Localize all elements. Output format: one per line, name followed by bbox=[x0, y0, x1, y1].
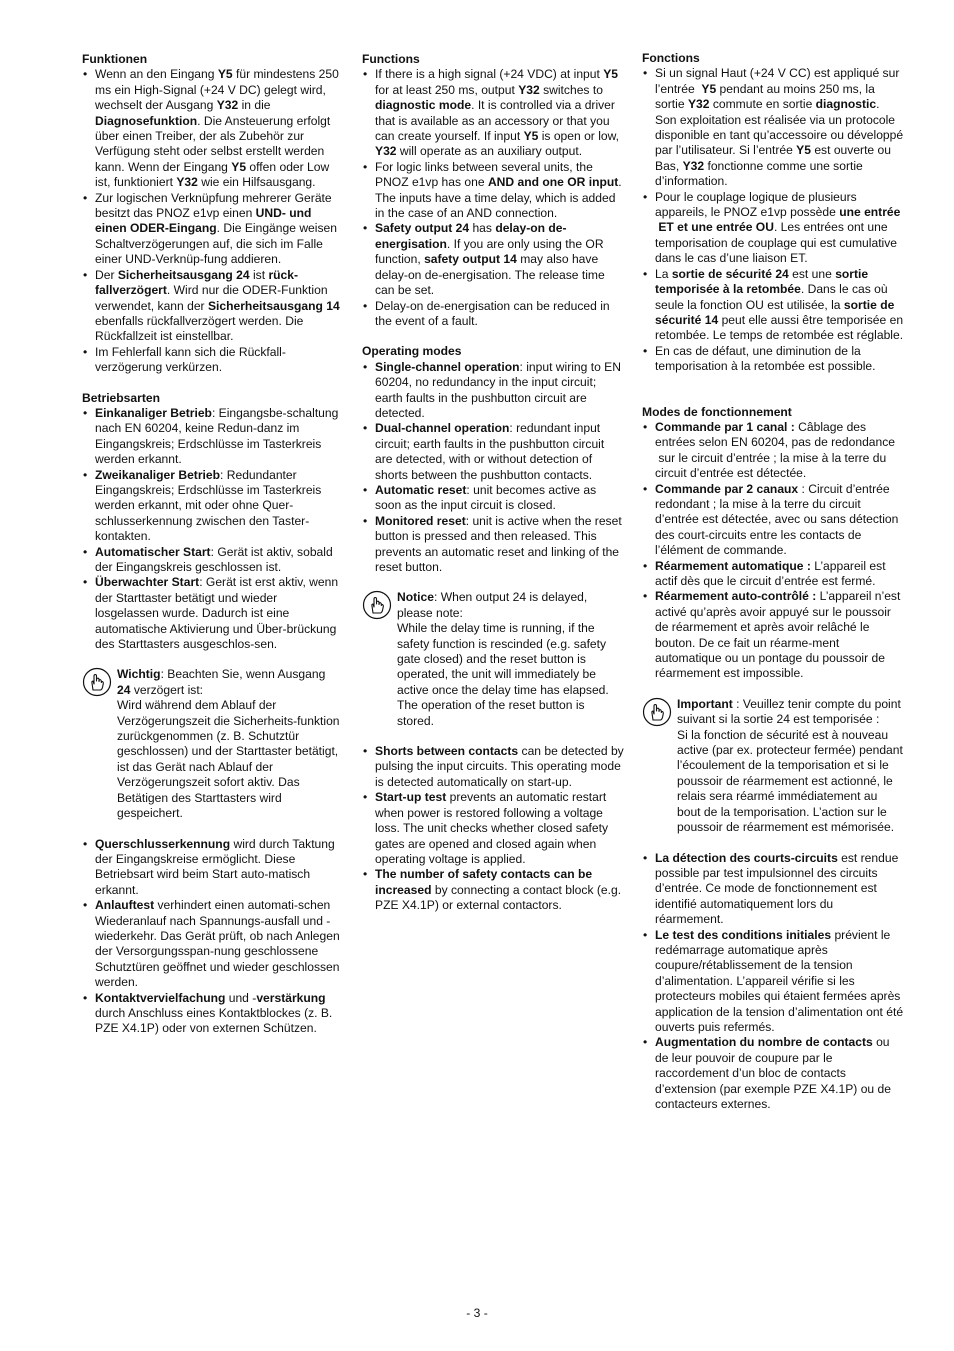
list-item: • Pour le couplage logique de plusieurs appareils, le PNOZ e1vp possède une entrée ET et une entrée OU. Les entrées ont une temporisation de couplage qui est cumulative dans le cas d’une liaison ET. bbox=[642, 190, 904, 267]
hand-pointing-icon bbox=[82, 667, 112, 697]
list-item: • Überwachter Start: Gerät ist erst aktiv, wenn der Starttaster betätigt und wieder losgelassen wurde. Dadurch ist eine automatische Aktivierung und Über-brückung des Starttasters ausgeschlos-sen. bbox=[82, 575, 344, 652]
note-line: : Beachten Sie, wenn Ausgang bbox=[160, 667, 326, 682]
operating-modes-list bbox=[362, 360, 624, 576]
list-item: • Monitored reset: unit is active when the reset button is pressed and then released. This prevents an automatic reset and linking of the reset button. bbox=[362, 514, 624, 576]
note-text bbox=[397, 590, 624, 621]
list-item: • Commande par 1 canal : Câblage des entrées selon EN 60204, pas de redondance sur le circuit d’entrée ; la mise à la terre du circuit d’entrée est détectée. bbox=[642, 420, 904, 482]
list-item: • Automatic reset: unit becomes active as soon as the input circuit is closed. bbox=[362, 483, 624, 514]
list-item: • Der Sicherheitsausgang 24 ist rück-fallverzögert. Wird nur die ODER-Funktion verwendet, kann der Sicherheitsausgang 14 ebenfalls rückfallverzögert werden. Die Rückfallzeit ist einstellbar. bbox=[82, 268, 344, 345]
page-number: - 3 - bbox=[466, 1306, 488, 1320]
list-item: • Single-channel operation: input wiring to EN 60204, no redundancy in the input circuit; earth faults in the pushbutton circuit are detected. bbox=[362, 360, 624, 422]
list-item: • Augmentation du nombre de contacts ou de leur pouvoir de coupure par le raccordement d’un bloc de contacts d’extension (par exemple PZE X4.1P) ou de contacteurs externes. bbox=[642, 1035, 904, 1112]
list-item: • Start-up test prevents an automatic restart when power is restored following a voltage loss. The unit checks whether closed safety gates are opened and closed again when operating voltage is applied. bbox=[362, 790, 624, 867]
list-item: • La sortie de sécurité 24 est une sortie temporisée à la retombée. Dans le cas où seule la fonction OU est utilisée, la sortie de sécurité 14 peut elle aussi être temporisée en retombée. Le temps de retombée est réglable. bbox=[642, 267, 904, 344]
note-label: Wichtig bbox=[117, 667, 161, 682]
note-label: Notice bbox=[397, 590, 434, 605]
list-item: • Zweikanaliger Betrieb: Redundanter Eingangskreis; Erdschlüsse im Tasterkreis werden erkannt, mit oder ohne Quer-schlusserkennung zwischen den Taster-kontakten. bbox=[82, 468, 344, 545]
note-line: verzögert ist: bbox=[130, 682, 204, 697]
list-item: • Commande par 2 canaux : Circuit d’entrée redondant ; la mise à la terre du circuit d’entrée est détectée, avec ou sans détection des court-circuits entre les contacts de l’élément de commande. bbox=[642, 482, 904, 559]
list-item: • Zur logischen Verknüpfung mehrerer Geräte besitzt das PNOZ e1vp einen UND- und einen ODER-Eingang. Die Eingänge weisen Schaltverzögerungen auf, die sich im Falle einer UND-Verknüp-fung addieren. bbox=[82, 191, 344, 268]
list-item: • Einkanaliger Betrieb: Eingangsbe-schaltung nach EN 60204, keine Redun-danz im Eingangskreis; Erdschlüsse im Tasterkreis werden erkannt. bbox=[82, 406, 344, 468]
list-item: • The number of safety contacts can be increased by connecting a contact block (e.g. PZE X4.1P) or external contactors. bbox=[362, 867, 624, 913]
note-body: Wird während dem Ablauf der Verzögerungszeit die Sicherheits-funktion zurückgenommen (z. B. Schutztür geschlossen) und der Starttaster betätigt, ist das Gerät nach Ablauf der Verzögerungszeit sofort aktiv. Das Betätigen des Starttasters wird gespeichert. bbox=[117, 698, 340, 821]
section-heading-modes: Modes de fonctionnement bbox=[642, 404, 792, 419]
list-item: • Delay-on de-energisation can be reduced in the event of a fault. bbox=[362, 299, 624, 330]
list-item: • En cas de défaut, une diminution de la temporisation à la retombée est possible. bbox=[642, 344, 904, 375]
list-item: • Réarmement automatique : L’appareil est actif dès que le circuit d’entrée est fermé. bbox=[642, 559, 904, 590]
list-item: • Réarmement auto-contrôlé : L’appareil n’est activé qu’après avoir appuyé sur le poussoir de réarmement et après avoir relâché le bouton. De ce fait un réarme-ment automatique ou un pontage du poussoir de réarmement est impossible. bbox=[642, 589, 904, 681]
note-output: 24 bbox=[117, 682, 131, 697]
column-english bbox=[362, 52, 624, 914]
features-list bbox=[642, 851, 904, 1113]
list-item: • Anlauftest verhindert einen automati-schen Wiederanlauf nach Spannungs-ausfall und -wiederkehr. Das Gerät prüft, ob nach Anlegen der Versorgungsspan-nung geschlossene Schutztüren geöffnet und wieder geschlossen werden. bbox=[82, 898, 344, 990]
list-item: • If there is a high signal (+24 VDC) at input Y5 for at least 250 ms, output Y32 switches to diagnostic mode. It is controlled via a driver that is available as an accessory or that you can create yourself. If input Y5 is open or low, Y32 will operate as an auxiliary output. bbox=[362, 67, 624, 159]
modes-list bbox=[642, 420, 904, 682]
hand-pointing-icon bbox=[362, 590, 392, 620]
note-label: Important bbox=[677, 696, 733, 711]
section-heading-fonctions: Fonctions bbox=[642, 51, 700, 65]
list-item: • Kontaktvervielfachung und -verstärkung durch Anschluss eines Kontaktblockes (z. B. PZE X4.1P) oder von externen Schützen. bbox=[82, 991, 344, 1037]
list-item: • For logic links between several units, the PNOZ e1vp has one AND and one OR input. The inputs have a time delay, which is added in the case of an AND connection. bbox=[362, 160, 624, 222]
list-item: • Dual-channel operation: redundant input circuit; earth faults in the pushbutton circuit are detected, with or without detection of shorts between the pushbutton contacts. bbox=[362, 421, 624, 483]
section-heading-funktionen: Funktionen bbox=[82, 52, 148, 66]
note-body: While the delay time is running, if the safety function is rescinded (e.g. safety gate closed) and the reset button is operated, the unit will immediately be active once the delay time has elapsed. The operation of the reset button is stored. bbox=[397, 621, 609, 728]
fonctions-list bbox=[642, 66, 904, 374]
list-item: • Querschlusserkennung wird durch Taktung der Eingangskreise ermöglicht. Diese Betriebsart wird beim Start auto-matisch erkannt. bbox=[82, 837, 344, 899]
note-line: : When output 24 is delayed, please note: bbox=[397, 590, 588, 620]
list-item: • Shorts between contacts can be detected by pulsing the input circuits. This operating mode is detected automatically on start-up. bbox=[362, 744, 624, 790]
note-line: : Veuillez tenir compte du point suivant si la sortie 24 est temporisée : bbox=[677, 696, 901, 727]
note-body: Si la fonction de sécurité est à nouveau active (par ex. protecteur fermée) pendant l’écoulement de la temporisation et si le poussoir de réarmement est actionné, le relais sera réarmé immédiatement au bout de la temporisation. L’action sur le poussoir de réarmement est mémorisée. bbox=[677, 727, 903, 835]
features-list bbox=[82, 837, 344, 1037]
list-item: • Si un signal Haut (+24 V CC) est appliqué sur l’entrée Y5 pendant au moins 250 ms, la sortie Y32 commute en sortie diagnostic. Son exploitation est réalisée via un protocole disponible en tant qu’accessoire ou développé par l’utilisateur. Si l’entrée Y5 est ouverte ou Bas, Y32 fonctionne comme une sortie d’information. bbox=[642, 66, 904, 189]
features-list bbox=[362, 744, 624, 913]
functions-list bbox=[362, 67, 624, 329]
list-item: • Le test des conditions initiales prévient le redémarrage automatique après coupure/rétablissement de la tension d’alimentation. L’appareil vérifie si les protecteurs mobiles qui étaient fermées après application de la tension d’alimentation ont été ouverts puis refermés. bbox=[642, 928, 904, 1036]
note-text bbox=[117, 667, 344, 698]
column-french bbox=[642, 51, 904, 1112]
note-box-notice bbox=[362, 590, 624, 729]
column-german bbox=[82, 52, 344, 1037]
list-item: • Wenn an den Eingang Y5 für mindestens 250 ms ein High-Signal (+24 V DC) gelegt wird, wechselt der Ausgang Y32 in die Diagnosefunktion. Die Ansteuerung erfolgt über einen Treiber, der als Zubehör zur Verfügung steht oder selbst erstellt werden kann. Wenn der Eingang Y5 offen oder Low ist, funktioniert Y32 wie ein Hilfsausgang. bbox=[82, 67, 344, 190]
section-heading-operating-modes: Operating modes bbox=[362, 344, 462, 359]
list-item: • Im Fehlerfall kann sich die Rückfall-verzögerung verkürzen. bbox=[82, 345, 344, 376]
section-heading-functions: Functions bbox=[362, 52, 420, 66]
list-item: • Safety output 24 has delay-on de-energisation. If you are only using the OR function, safety output 14 may also have delay-on de-energisation. The release time can be set. bbox=[362, 221, 624, 298]
note-box-important bbox=[642, 697, 904, 836]
betriebsarten-list bbox=[82, 406, 344, 653]
list-item: • La détection des courts-circuits est rendue possible par test impulsionnel des circuits d’entrée. Ce mode de fonctionnement est identifié automatiquement lors du réarmement. bbox=[642, 851, 904, 928]
section-heading-betriebsarten: Betriebsarten bbox=[82, 390, 160, 405]
list-item: • Automatischer Start: Gerät ist aktiv, sobald der Eingangskreis geschlossen ist. bbox=[82, 545, 344, 576]
hand-pointing-icon bbox=[642, 697, 672, 727]
note-text bbox=[677, 697, 904, 728]
note-box-wichtig bbox=[82, 667, 344, 821]
funktionen-list bbox=[82, 67, 344, 375]
